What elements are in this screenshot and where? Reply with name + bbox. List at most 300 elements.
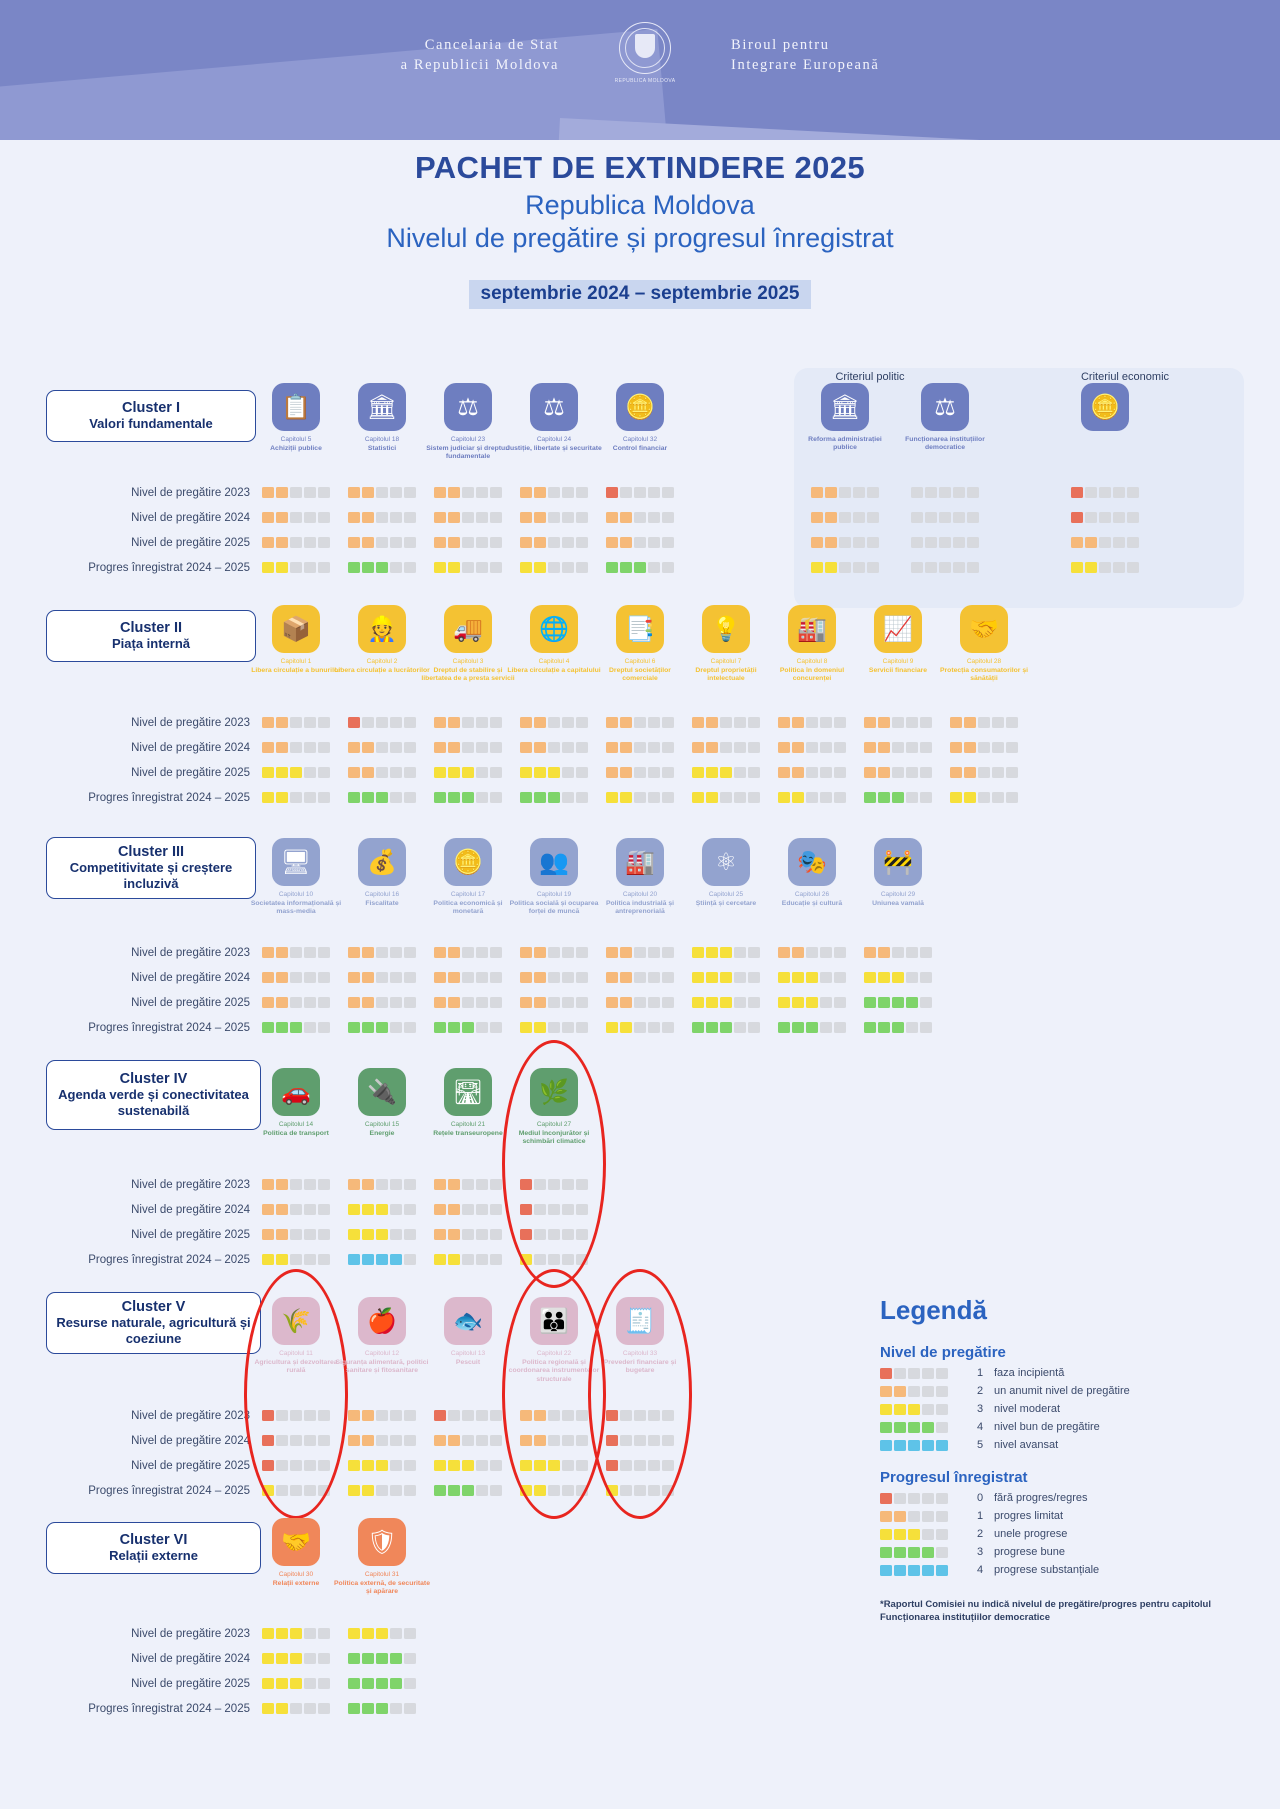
score-blocks xyxy=(864,767,932,778)
score-block xyxy=(562,1022,574,1033)
score-block xyxy=(520,997,532,1008)
chapter-number: Capitolul 14 xyxy=(278,1121,314,1128)
score-blocks xyxy=(692,742,760,753)
score-block xyxy=(534,767,546,778)
score-blocks xyxy=(520,537,588,548)
legend-readiness-list xyxy=(880,1367,1270,1451)
fish-icon: 🐟 xyxy=(444,1297,492,1345)
score-block xyxy=(992,717,1004,728)
cluster-subtitle: Relații externe xyxy=(109,1548,198,1563)
legend xyxy=(880,1295,1270,1624)
worker-icon: 👷 xyxy=(358,605,406,653)
score-block xyxy=(950,767,962,778)
score-block xyxy=(476,1435,488,1446)
score-block xyxy=(376,717,388,728)
chapter-card[interactable] xyxy=(248,1297,344,1376)
score-block xyxy=(548,792,560,803)
score-block xyxy=(304,1179,316,1190)
score-block xyxy=(434,562,446,573)
score-block xyxy=(262,512,274,523)
score-block xyxy=(262,1022,274,1033)
cluster-header-1 xyxy=(46,390,256,442)
chapter-name: Libera circulație a lucrătorilor xyxy=(334,667,430,674)
score-block xyxy=(534,1229,546,1240)
legend-level: 3 xyxy=(976,1546,984,1558)
score-block xyxy=(534,487,546,498)
chapter-card[interactable] xyxy=(797,383,893,453)
score-blocks xyxy=(262,487,330,498)
score-block xyxy=(390,1179,402,1190)
legend-block xyxy=(880,1440,892,1451)
score-block xyxy=(490,947,502,958)
row-label-4: Progres înregistrat 2024 – 2025 xyxy=(88,1022,250,1034)
score-blocks xyxy=(778,717,846,728)
score-blocks xyxy=(911,512,979,523)
row-label-1: Nivel de pregătire 2023 xyxy=(131,487,250,499)
score-block xyxy=(276,512,288,523)
score-block xyxy=(462,742,474,753)
chapter-card[interactable] xyxy=(506,838,602,917)
score-block xyxy=(262,1254,274,1265)
chapter-card[interactable] xyxy=(248,1518,344,1588)
chapter-number: Capitolul 5 xyxy=(280,436,312,443)
score-blocks xyxy=(348,1204,416,1215)
score-block xyxy=(262,742,274,753)
score-block xyxy=(434,512,446,523)
score-block xyxy=(290,512,302,523)
score-block xyxy=(476,1204,488,1215)
score-block xyxy=(490,1460,502,1471)
score-block xyxy=(648,537,660,548)
legend-block xyxy=(936,1547,948,1558)
score-block xyxy=(806,742,818,753)
score-block xyxy=(304,792,316,803)
chapter-card[interactable] xyxy=(420,838,516,917)
score-block xyxy=(806,972,818,983)
score-block xyxy=(490,742,502,753)
score-blocks xyxy=(520,997,588,1008)
score-block xyxy=(348,717,360,728)
chapter-card[interactable] xyxy=(420,1068,516,1138)
score-blocks xyxy=(606,487,674,498)
score-block xyxy=(825,487,837,498)
chapter-card[interactable] xyxy=(592,838,688,917)
chapter-name: Statistici xyxy=(367,445,397,452)
score-block xyxy=(476,562,488,573)
score-block xyxy=(867,537,879,548)
score-block xyxy=(290,742,302,753)
score-block xyxy=(376,487,388,498)
wheat-icon: 🌾 xyxy=(272,1297,320,1345)
score-block xyxy=(390,997,402,1008)
score-block xyxy=(462,1410,474,1421)
score-block xyxy=(720,717,732,728)
score-blocks xyxy=(692,792,760,803)
score-block xyxy=(648,742,660,753)
score-block xyxy=(925,512,937,523)
chapter-number: Capitolul 6 xyxy=(624,658,656,665)
score-blocks xyxy=(348,717,416,728)
score-block xyxy=(348,1703,360,1714)
score-blocks xyxy=(434,1022,502,1033)
score-block xyxy=(548,487,560,498)
score-block xyxy=(562,562,574,573)
score-block xyxy=(562,1460,574,1471)
score-block xyxy=(878,742,890,753)
score-block xyxy=(820,717,832,728)
chapter-number: Capitolul 31 xyxy=(364,1571,400,1578)
score-block xyxy=(811,487,823,498)
score-block xyxy=(490,1022,502,1033)
score-block xyxy=(462,717,474,728)
score-blocks xyxy=(262,717,330,728)
score-blocks xyxy=(434,1229,502,1240)
statistics-icon: 🏛 xyxy=(358,383,406,431)
score-block xyxy=(304,717,316,728)
legend-footnote: *Raportul Comisiei nu indică nivelul de pregătire/progres pentru capitolul Funcționarea instituțiilor democratice xyxy=(880,1599,1211,1623)
score-block xyxy=(262,1410,274,1421)
score-blocks xyxy=(262,1229,330,1240)
chapter-card[interactable] xyxy=(592,1297,688,1376)
chapter-card[interactable] xyxy=(420,383,516,462)
score-block xyxy=(562,487,574,498)
chapter-card[interactable] xyxy=(420,1297,516,1367)
handshake-icon: 🤝 xyxy=(272,1518,320,1566)
score-block xyxy=(634,1022,646,1033)
score-block xyxy=(390,487,402,498)
score-block xyxy=(476,792,488,803)
chapter-card[interactable] xyxy=(678,838,774,908)
chapter-name: Protecția consumatorilor și sănătății xyxy=(939,667,1028,683)
chapter-name: Energie xyxy=(369,1130,395,1137)
score-block xyxy=(576,717,588,728)
score-block xyxy=(534,1204,546,1215)
score-block xyxy=(490,1485,502,1496)
mask-icon: 🎭 xyxy=(788,838,836,886)
score-block xyxy=(634,537,646,548)
score-block xyxy=(462,972,474,983)
factory-icon: 🏭 xyxy=(788,605,836,653)
legend-row xyxy=(880,1385,1270,1397)
score-block xyxy=(362,1254,374,1265)
score-block xyxy=(348,512,360,523)
legend-block xyxy=(894,1440,906,1451)
score-block xyxy=(548,1204,560,1215)
chapter-card[interactable] xyxy=(850,838,946,908)
score-block xyxy=(562,792,574,803)
legend-block xyxy=(936,1529,948,1540)
chapter-card[interactable] xyxy=(248,838,344,917)
chapter-number: Capitolul 23 xyxy=(450,436,486,443)
score-blocks xyxy=(262,997,330,1008)
score-blocks xyxy=(606,947,674,958)
legend-swatch xyxy=(880,1529,966,1540)
legend-level: 4 xyxy=(976,1564,984,1576)
score-block xyxy=(778,717,790,728)
score-block xyxy=(811,537,823,548)
chapter-card[interactable] xyxy=(850,605,946,675)
score-block xyxy=(706,1022,718,1033)
score-block xyxy=(548,1460,560,1471)
score-block xyxy=(1113,537,1125,548)
score-block xyxy=(534,1022,546,1033)
legend-swatch xyxy=(880,1511,966,1522)
legend-label: progrese substanțiale xyxy=(994,1564,1100,1576)
chapter-number: Capitolul 19 xyxy=(536,891,572,898)
score-block xyxy=(662,562,674,573)
score-block xyxy=(276,1254,288,1265)
score-block xyxy=(390,717,402,728)
score-block xyxy=(520,972,532,983)
chapter-card[interactable] xyxy=(248,1068,344,1138)
row-label-3: Nivel de pregătire 2025 xyxy=(131,767,250,779)
score-block xyxy=(390,537,402,548)
score-blocks xyxy=(864,742,932,753)
score-block xyxy=(262,1703,274,1714)
score-block xyxy=(262,1460,274,1471)
score-block xyxy=(434,742,446,753)
chapter-card[interactable] xyxy=(334,1297,430,1376)
score-block xyxy=(825,512,837,523)
legend-level: 4 xyxy=(976,1421,984,1433)
score-blocks xyxy=(950,717,1018,728)
score-block xyxy=(906,997,918,1008)
score-block xyxy=(1085,487,1097,498)
score-block xyxy=(520,742,532,753)
score-block xyxy=(620,562,632,573)
score-block xyxy=(348,1022,360,1033)
score-block xyxy=(906,767,918,778)
chapter-card[interactable] xyxy=(248,383,344,453)
chapter-card[interactable] xyxy=(897,383,993,453)
chapter-card[interactable] xyxy=(334,1518,430,1597)
leaf-icon: 🌿 xyxy=(530,1068,578,1116)
cluster-subtitle: Competitivitate și creștere incluzivă xyxy=(69,860,233,891)
chapter-number: Capitolul 27 xyxy=(536,1121,572,1128)
score-block xyxy=(839,537,851,548)
score-blocks xyxy=(778,792,846,803)
score-block xyxy=(476,512,488,523)
chapter-card[interactable] xyxy=(764,605,860,684)
score-block xyxy=(290,717,302,728)
legend-block xyxy=(908,1547,920,1558)
row-label-1: Nivel de pregătire 2023 xyxy=(131,1179,250,1191)
score-block xyxy=(290,1254,302,1265)
score-block xyxy=(276,562,288,573)
legend-block xyxy=(894,1386,906,1397)
score-block xyxy=(362,972,374,983)
score-block xyxy=(476,1460,488,1471)
score-block xyxy=(576,1410,588,1421)
score-block xyxy=(304,1229,316,1240)
score-block xyxy=(748,997,760,1008)
row-label-1: Nivel de pregătire 2023 xyxy=(131,1628,250,1640)
score-block xyxy=(348,1678,360,1689)
score-block xyxy=(820,997,832,1008)
score-block xyxy=(1085,537,1097,548)
legend-row xyxy=(880,1492,1270,1504)
chapter-card[interactable] xyxy=(506,1297,602,1384)
chapter-number: Capitolul 17 xyxy=(450,891,486,898)
chapter-card[interactable] xyxy=(506,383,602,453)
score-block xyxy=(362,1022,374,1033)
score-block xyxy=(548,1410,560,1421)
score-block xyxy=(950,717,962,728)
score-block xyxy=(648,512,660,523)
score-blocks xyxy=(606,767,674,778)
score-block xyxy=(692,767,704,778)
score-block xyxy=(792,742,804,753)
score-block xyxy=(376,767,388,778)
score-block xyxy=(562,997,574,1008)
legend-label: progrese bune xyxy=(994,1546,1065,1558)
chapter-card[interactable] xyxy=(248,605,344,675)
score-blocks xyxy=(348,1410,416,1421)
score-block xyxy=(576,997,588,1008)
chapter-card[interactable] xyxy=(678,605,774,684)
score-block xyxy=(953,562,965,573)
score-block xyxy=(348,972,360,983)
chapter-number: Capitolul 30 xyxy=(278,1571,314,1578)
chapter-name: Reforma administrației publice xyxy=(808,436,882,452)
people-icon: 👥 xyxy=(530,838,578,886)
score-block xyxy=(911,512,923,523)
chapter-card[interactable] xyxy=(334,1068,430,1138)
score-block xyxy=(462,792,474,803)
chapter-card[interactable] xyxy=(936,605,1032,684)
score-block xyxy=(606,1022,618,1033)
score-block xyxy=(606,1435,618,1446)
score-block xyxy=(692,1022,704,1033)
score-block xyxy=(692,742,704,753)
score-block xyxy=(634,947,646,958)
chapter-card[interactable] xyxy=(334,838,430,908)
score-block xyxy=(290,997,302,1008)
score-block xyxy=(548,947,560,958)
score-block xyxy=(262,562,274,573)
score-blocks xyxy=(1071,512,1139,523)
score-block xyxy=(318,487,330,498)
score-block xyxy=(448,792,460,803)
score-blocks xyxy=(262,742,330,753)
legend-block xyxy=(908,1422,920,1433)
score-block xyxy=(1099,537,1111,548)
chapter-number: Capitolul 2 xyxy=(366,658,398,665)
cluster-title: Cluster II xyxy=(119,620,183,636)
score-block xyxy=(520,1485,532,1496)
period-badge: septembrie 2024 – septembrie 2025 xyxy=(469,280,812,309)
chapter-card[interactable] xyxy=(334,383,430,453)
score-block xyxy=(778,767,790,778)
criteria-political-label: Criteriul politic xyxy=(835,371,905,383)
score-block xyxy=(834,717,846,728)
chapter-card[interactable] xyxy=(1057,383,1153,436)
score-block xyxy=(462,767,474,778)
chapter-card[interactable] xyxy=(592,383,688,453)
score-block xyxy=(576,1204,588,1215)
score-block xyxy=(662,1410,674,1421)
score-block xyxy=(534,1485,546,1496)
score-block xyxy=(606,972,618,983)
score-block xyxy=(867,562,879,573)
score-block xyxy=(276,792,288,803)
score-block xyxy=(390,1628,402,1639)
score-block xyxy=(490,1254,502,1265)
chapter-card[interactable] xyxy=(592,605,688,684)
score-block xyxy=(906,947,918,958)
cluster-title: Cluster I xyxy=(121,400,180,416)
score-block xyxy=(276,1678,288,1689)
chapter-card[interactable] xyxy=(506,1068,602,1147)
score-block xyxy=(304,1435,316,1446)
score-block xyxy=(576,1485,588,1496)
score-blocks xyxy=(911,562,979,573)
score-block xyxy=(920,717,932,728)
score-block xyxy=(806,792,818,803)
legend-swatch xyxy=(880,1386,966,1397)
score-block xyxy=(692,717,704,728)
chapter-card[interactable] xyxy=(420,605,516,684)
score-blocks xyxy=(520,487,588,498)
score-block xyxy=(720,792,732,803)
score-block xyxy=(290,1653,302,1664)
score-block xyxy=(304,1254,316,1265)
score-block xyxy=(662,1022,674,1033)
score-block xyxy=(362,1204,374,1215)
coins2-icon: 🪙 xyxy=(1081,383,1129,431)
chapter-card[interactable] xyxy=(334,605,430,675)
chapter-card[interactable] xyxy=(506,605,602,675)
score-block xyxy=(276,487,288,498)
score-block xyxy=(318,1254,330,1265)
score-block xyxy=(634,562,646,573)
score-block xyxy=(318,1179,330,1190)
score-block xyxy=(434,792,446,803)
score-block xyxy=(262,1678,274,1689)
score-block xyxy=(476,487,488,498)
score-block xyxy=(562,717,574,728)
score-blocks xyxy=(348,1254,416,1265)
legend-block xyxy=(922,1493,934,1504)
chapter-card[interactable] xyxy=(764,838,860,908)
score-blocks xyxy=(520,1410,588,1421)
chapter-name: Libera circulație a capitalului xyxy=(507,667,601,674)
score-block xyxy=(448,537,460,548)
score-block xyxy=(964,742,976,753)
score-blocks xyxy=(262,1485,330,1496)
score-block xyxy=(304,512,316,523)
score-block xyxy=(606,512,618,523)
score-block xyxy=(390,562,402,573)
moneybag-icon: 💰 xyxy=(358,838,406,886)
government-office-label xyxy=(401,35,559,75)
score-block xyxy=(748,767,760,778)
score-block xyxy=(304,1485,316,1496)
chapter-number: Capitolul 18 xyxy=(364,436,400,443)
legend-block xyxy=(880,1493,892,1504)
score-block xyxy=(620,512,632,523)
score-block xyxy=(606,767,618,778)
score-blocks xyxy=(348,1460,416,1471)
row-label-2: Nivel de pregătire 2024 xyxy=(131,512,250,524)
chapter-name: Dreptul de stabilire și libertatea de a presta servicii xyxy=(421,667,515,683)
score-blocks xyxy=(692,767,760,778)
legend-block xyxy=(908,1511,920,1522)
score-block xyxy=(448,1254,460,1265)
score-block xyxy=(448,487,460,498)
score-block xyxy=(634,487,646,498)
score-block xyxy=(476,1254,488,1265)
